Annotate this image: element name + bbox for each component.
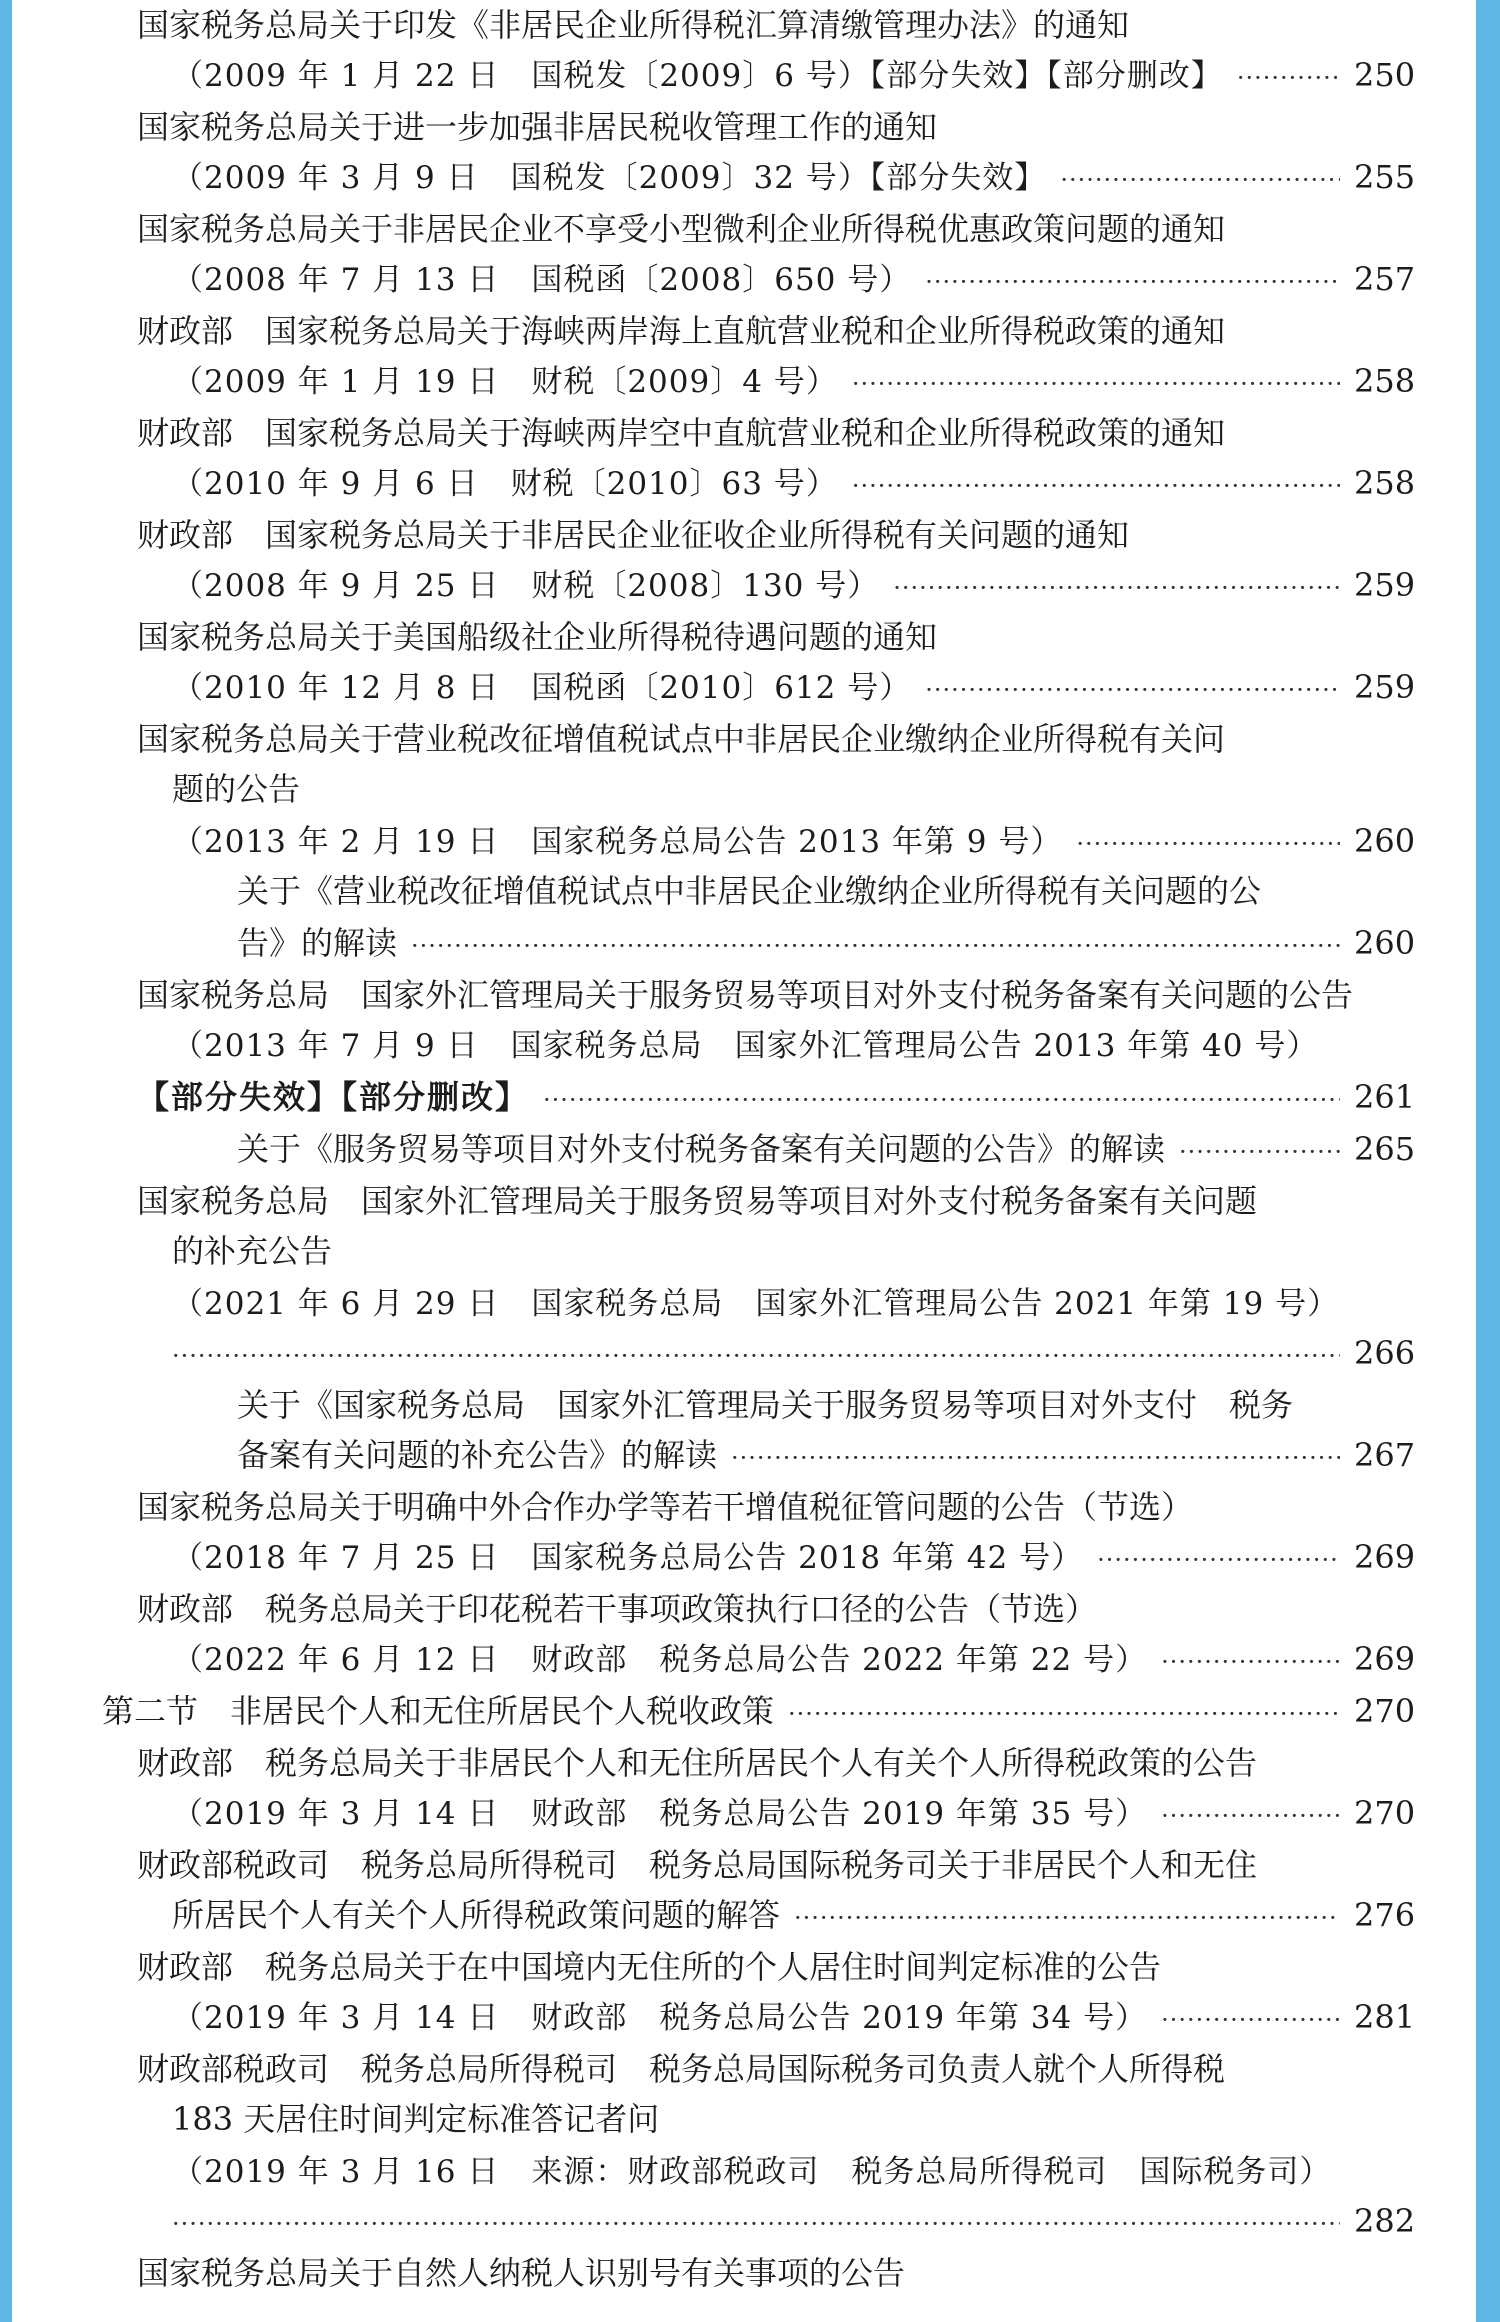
toc-entry-title[interactable]: 国家税务总局关于营业税改征增值税试点中非居民企业缴纳企业所得税有关问 bbox=[137, 720, 1226, 758]
toc-entry-title[interactable]: 国家税务总局 国家外汇管理局关于服务贸易等项目对外支付税务备案有关问题的公告 bbox=[137, 976, 1354, 1014]
leader-dots bbox=[925, 257, 1340, 307]
leader-dots bbox=[925, 665, 1340, 715]
toc-entry-detail[interactable]: （2022 年 6 月 12 日 财政部 税务总局公告 2022 年第 22 号） ····· 269 bbox=[12, 1634, 1476, 1684]
toc-entry-title[interactable]: 国家税务总局关于自然人纳税人识别号有关事项的公告 bbox=[137, 2254, 906, 2292]
toc-entry-detail[interactable]: （2009 年 3 月 9 日 国税发〔2009〕32 号）【部分失效】 ····· 255 bbox=[12, 152, 1476, 202]
toc-entry-title-cont[interactable]: 所居民个人有关个人所得税政策问题的解答 ····· 276 bbox=[12, 1890, 1476, 1940]
toc-entry-title-cont[interactable]: 的补充公告 bbox=[172, 1232, 333, 1270]
page-number: 259 bbox=[1354, 566, 1416, 604]
toc-entry-detail[interactable]: （2018 年 7 月 25 日 国家税务总局公告 2018 年第 42 号） ····· 269 bbox=[12, 1532, 1476, 1582]
leader-dots bbox=[794, 1893, 1340, 1943]
page-number: 259 bbox=[1354, 668, 1416, 706]
toc-entry-detail[interactable]: （2019 年 3 月 14 日 财政部 税务总局公告 2019 年第 35 号） ····· 270 bbox=[12, 1788, 1476, 1838]
page-number: 250 bbox=[1354, 56, 1416, 94]
toc-entry-detail[interactable]: （2010 年 9 月 6 日 财税〔2010〕63 号） ····· 258 bbox=[12, 458, 1476, 508]
leader-dots bbox=[1237, 53, 1340, 103]
page-number: 269 bbox=[1354, 1538, 1416, 1576]
page-number: 266 bbox=[1354, 1334, 1416, 1372]
page-number: 267 bbox=[1354, 1436, 1416, 1474]
toc-entry-title[interactable]: 财政部 国家税务总局关于海峡两岸海上直航营业税和企业所得税政策的通知 bbox=[137, 312, 1226, 350]
toc-entry-title[interactable]: 财政部 税务总局关于印花税若干事项政策执行口径的公告（节选） bbox=[137, 1590, 1098, 1628]
toc-entry-title[interactable]: 国家税务总局关于印发《非居民企业所得税汇算清缴管理办法》的通知 bbox=[137, 6, 1130, 44]
toc-entry-title[interactable]: 财政部税政司 税务总局所得税司 税务总局国际税务司负责人就个人所得税 bbox=[137, 2050, 1226, 2088]
toc-entry-detail[interactable]: （2021 年 6 月 29 日 国家税务总局 国家外汇管理局公告 2021 年第 19 号） bbox=[172, 1286, 1340, 1322]
leader-dots bbox=[1161, 1637, 1340, 1687]
page-number: 258 bbox=[1354, 362, 1416, 400]
leader-dots bbox=[172, 2199, 1340, 2249]
toc-entry-title[interactable]: 财政部 国家税务总局关于海峡两岸空中直航营业税和企业所得税政策的通知 bbox=[137, 414, 1226, 452]
leader-dots bbox=[411, 921, 1340, 971]
toc-entry-detail[interactable]: （2008 年 7 月 13 日 国税函〔2008〕650 号） ····· 257 bbox=[12, 254, 1476, 304]
toc-entry-leader[interactable] bbox=[12, 2196, 1476, 2246]
toc-entry-detail[interactable]: （2019 年 3 月 16 日 来源：财政部税政司 税务总局所得税司 国际税务司） bbox=[172, 2154, 1332, 2190]
leader-dots bbox=[788, 1689, 1340, 1739]
page-number: 270 bbox=[1354, 1692, 1416, 1730]
toc-entry-title[interactable]: 财政部税政司 税务总局所得税司 税务总局国际税务司关于非居民个人和无住 bbox=[137, 1846, 1258, 1884]
leader-dots bbox=[1060, 155, 1340, 205]
page-number: 265 bbox=[1354, 1130, 1416, 1168]
toc-interpretation-cont[interactable]: 告》的解读 ····· 260 bbox=[12, 918, 1476, 968]
toc-interpretation-cont[interactable]: 备案有关问题的补充公告》的解读 ····· 267 bbox=[12, 1430, 1476, 1480]
leader-dots bbox=[1161, 1995, 1340, 2045]
toc-entry-status[interactable]: 【部分失效】【部分删改】 ····· 261 bbox=[12, 1072, 1476, 1122]
page-number: 260 bbox=[1354, 924, 1416, 962]
toc-interpretation[interactable]: 关于《国家税务总局 国家外汇管理局关于服务贸易等项目对外支付 税务 bbox=[237, 1386, 1294, 1424]
section-heading[interactable]: 第二节 非居民个人和无住所居民个人税收政策 ····· 270 bbox=[12, 1686, 1476, 1736]
toc-entry-title[interactable]: 财政部 国家税务总局关于非居民企业征收企业所得税有关问题的通知 bbox=[137, 516, 1130, 554]
leader-dots bbox=[852, 359, 1340, 409]
leader-dots bbox=[1161, 1791, 1340, 1841]
page-number: 260 bbox=[1354, 822, 1416, 860]
toc-entry-title[interactable]: 国家税务总局关于进一步加强非居民税收管理工作的通知 bbox=[137, 108, 938, 146]
toc-entry-detail[interactable]: （2013 年 7 月 9 日 国家税务总局 国家外汇管理局公告 2013 年第 40 号） bbox=[172, 1028, 1319, 1064]
page-number: 261 bbox=[1354, 1078, 1416, 1116]
leader-dots bbox=[543, 1075, 1340, 1125]
page-number: 257 bbox=[1354, 260, 1416, 298]
leader-dots bbox=[1076, 819, 1340, 869]
toc-entry-title[interactable]: 国家税务总局关于明确中外合作办学等若干增值税征管问题的公告（节选） bbox=[137, 1488, 1194, 1526]
leader-dots bbox=[852, 461, 1340, 511]
leader-dots bbox=[1179, 1127, 1340, 1177]
page-number: 276 bbox=[1354, 1896, 1416, 1934]
toc-entry-detail[interactable]: （2013 年 2 月 19 日 国家税务总局公告 2013 年第 9 号） ····· 260 bbox=[12, 816, 1476, 866]
page-number: 269 bbox=[1354, 1640, 1416, 1678]
toc-entry-detail[interactable]: （2008 年 9 月 25 日 财税〔2008〕130 号） ····· 259 bbox=[12, 560, 1476, 610]
leader-dots bbox=[1097, 1535, 1340, 1585]
page-number: 281 bbox=[1354, 1998, 1416, 2036]
page-number: 255 bbox=[1354, 158, 1416, 196]
page-number: 258 bbox=[1354, 464, 1416, 502]
toc-entry-title[interactable]: 国家税务总局关于非居民企业不享受小型微利企业所得税优惠政策问题的通知 bbox=[137, 210, 1226, 248]
toc-entry-detail[interactable]: （2009 年 1 月 22 日 国税发〔2009〕6 号）【部分失效】【部分删改】 ····· 250 bbox=[12, 50, 1476, 100]
toc-entry-title-cont[interactable]: 题的公告 bbox=[172, 770, 301, 808]
leader-dots bbox=[731, 1433, 1340, 1483]
toc-entry-detail[interactable]: （2009 年 1 月 19 日 财税〔2009〕4 号） ····· 258 bbox=[12, 356, 1476, 406]
leader-dots bbox=[893, 563, 1340, 613]
toc-entry-leader[interactable] bbox=[12, 1328, 1476, 1378]
toc-entry-title[interactable]: 财政部 税务总局关于在中国境内无住所的个人居住时间判定标准的公告 bbox=[137, 1948, 1162, 1986]
toc-entry-title[interactable]: 国家税务总局 国家外汇管理局关于服务贸易等项目对外支付税务备案有关问题 bbox=[137, 1182, 1258, 1220]
toc-entry-detail[interactable]: （2019 年 3 月 14 日 财政部 税务总局公告 2019 年第 34 号） ····· 281 bbox=[12, 1992, 1476, 2042]
toc-entry-title[interactable]: 国家税务总局关于美国船级社企业所得税待遇问题的通知 bbox=[137, 618, 938, 656]
toc-interpretation[interactable]: 关于《营业税改征增值税试点中非居民企业缴纳企业所得税有关问题的公 bbox=[237, 872, 1262, 910]
toc-page bbox=[12, 0, 1476, 2322]
toc-entry-detail[interactable]: （2010 年 12 月 8 日 国税函〔2010〕612 号） ····· 259 bbox=[12, 662, 1476, 712]
toc-entry-title[interactable]: 财政部 税务总局关于非居民个人和无住所居民个人有关个人所得税政策的公告 bbox=[137, 1744, 1258, 1782]
page-number: 270 bbox=[1354, 1794, 1416, 1832]
toc-interpretation[interactable]: 关于《服务贸易等项目对外支付税务备案有关问题的公告》的解读 ····· 265 bbox=[12, 1124, 1476, 1174]
page-number: 282 bbox=[1354, 2202, 1416, 2240]
leader-dots bbox=[172, 1331, 1340, 1381]
toc-entry-title-cont[interactable]: 183 天居住时间判定标准答记者问 bbox=[172, 2100, 660, 2138]
